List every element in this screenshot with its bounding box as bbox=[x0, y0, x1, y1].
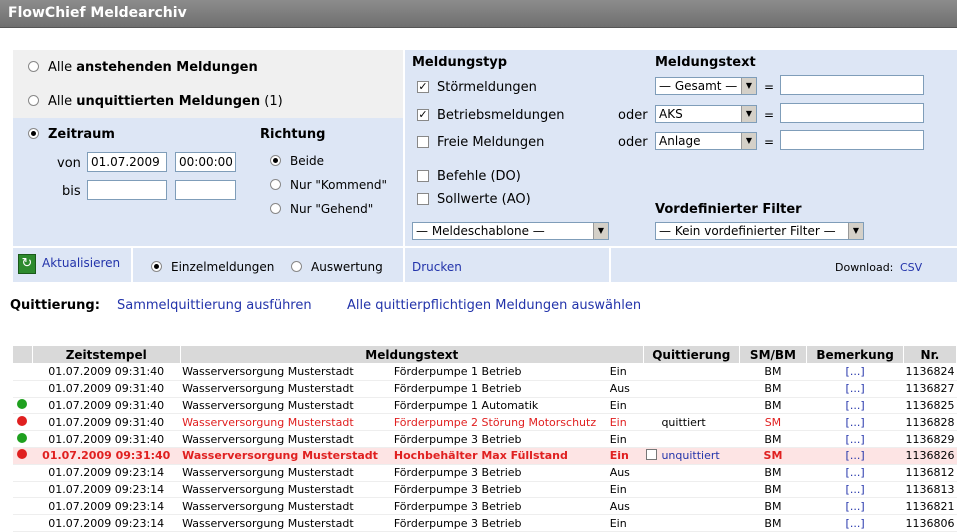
row-nr: 1136826 bbox=[903, 447, 956, 464]
richtung-label: Richtung bbox=[260, 127, 326, 142]
row-state: Aus bbox=[608, 380, 644, 397]
meldungen-table bbox=[12, 345, 957, 532]
befehle-checkbox[interactable] bbox=[417, 170, 429, 182]
row-nr: 1136827 bbox=[903, 380, 956, 397]
row-quittierung bbox=[659, 364, 739, 381]
zeitraum-radio[interactable] bbox=[28, 128, 39, 139]
download-label: Download: bbox=[835, 261, 894, 274]
row-nr: 1136813 bbox=[903, 481, 956, 498]
row-location: Wasserversorgung Musterstadt bbox=[180, 364, 392, 381]
richtung-kommend-label: Nur "Kommend" bbox=[290, 178, 387, 192]
refresh-link[interactable]: Aktualisieren bbox=[42, 256, 121, 270]
opt-anstehende-radio[interactable] bbox=[28, 61, 39, 72]
row-location: Wasserversorgung Musterstadt bbox=[180, 431, 392, 448]
row-nr: 1136821 bbox=[903, 498, 956, 515]
row-type: SM bbox=[739, 414, 807, 431]
richtung-beide-radio[interactable] bbox=[270, 155, 281, 166]
table-row[interactable] bbox=[13, 397, 957, 414]
row-remark-link[interactable]: [...] bbox=[807, 498, 904, 515]
row-nr: 1136828 bbox=[903, 414, 956, 431]
von-date-input[interactable]: 01.07.2009 bbox=[87, 152, 167, 172]
status-dot-icon bbox=[17, 399, 27, 409]
row-nr: 1136829 bbox=[903, 431, 956, 448]
sammelquittierung-link[interactable]: Sammelquittierung ausführen bbox=[117, 298, 312, 313]
row-message: Förderpumpe 3 Betrieb bbox=[392, 498, 608, 515]
stoermeldungen-checkbox[interactable]: ✓ bbox=[418, 80, 428, 93]
row-nr: 1136825 bbox=[903, 397, 956, 414]
row-state: Ein bbox=[608, 414, 644, 431]
freie-meldungen-label: Freie Meldungen bbox=[437, 135, 545, 150]
row-quittierung[interactable]: unquittiert bbox=[659, 447, 739, 464]
row-type: BM bbox=[739, 515, 807, 532]
row-quittierung bbox=[659, 431, 739, 448]
table-row[interactable] bbox=[13, 447, 957, 464]
row-remark-link[interactable]: [...] bbox=[807, 515, 904, 532]
row-state: Aus bbox=[608, 498, 644, 515]
row-message: Förderpumpe 3 Betrieb bbox=[392, 431, 608, 448]
befehle-label: Befehle (DO) bbox=[437, 169, 521, 184]
table-row[interactable] bbox=[13, 431, 957, 448]
opt-unquittierte-label: Alle unquittierten Meldungen (1) bbox=[48, 94, 283, 109]
row-location: Wasserversorgung Musterstadt bbox=[180, 397, 392, 414]
opt-unquittierte-radio[interactable] bbox=[28, 95, 39, 106]
meldungstext-select-2[interactable]: AKS ▼ bbox=[655, 105, 757, 123]
row-type: BM bbox=[739, 464, 807, 481]
oder-label-2: oder bbox=[618, 108, 648, 123]
row-remark-link[interactable]: [...] bbox=[807, 397, 904, 414]
status-dot-icon bbox=[17, 449, 27, 459]
row-time: 01.07.2009 09:23:14 bbox=[32, 481, 180, 498]
chevron-down-icon: ▼ bbox=[741, 106, 756, 122]
row-time: 01.07.2009 09:31:40 bbox=[32, 380, 180, 397]
row-location: Wasserversorgung Musterstadt bbox=[180, 414, 392, 431]
bis-time-input[interactable] bbox=[175, 180, 236, 200]
richtung-beide-label: Beide bbox=[290, 154, 324, 168]
row-state: Ein bbox=[608, 397, 644, 414]
row-type: BM bbox=[739, 397, 807, 414]
sollwerte-checkbox[interactable] bbox=[417, 193, 429, 205]
filter-select[interactable]: — Kein vordefinierter Filter — ▼ bbox=[655, 222, 864, 240]
stoermeldungen-label: Störmeldungen bbox=[437, 80, 537, 95]
table-row[interactable] bbox=[13, 380, 957, 397]
eq-label-2: = bbox=[764, 108, 775, 122]
row-state: Ein bbox=[608, 447, 644, 464]
row-message: Förderpumpe 3 Betrieb bbox=[392, 481, 608, 498]
richtung-gehend-label: Nur "Gehend" bbox=[290, 202, 374, 216]
table-row[interactable] bbox=[13, 364, 957, 381]
table-row[interactable] bbox=[13, 481, 957, 498]
row-remark-link[interactable]: [...] bbox=[807, 481, 904, 498]
row-type: BM bbox=[739, 431, 807, 448]
row-type: BM bbox=[739, 481, 807, 498]
row-quittierung bbox=[659, 397, 739, 414]
table-row[interactable] bbox=[13, 498, 957, 515]
row-nr: 1136806 bbox=[903, 515, 956, 532]
meldungstyp-header: Meldungstyp bbox=[412, 55, 508, 70]
table-row[interactable] bbox=[13, 414, 957, 431]
row-message: Förderpumpe 1 Automatik bbox=[392, 397, 608, 414]
row-remark-link[interactable]: [...] bbox=[807, 431, 904, 448]
row-location: Wasserversorgung Musterstadt bbox=[180, 447, 392, 464]
alle-auswaehlen-link[interactable]: Alle quittierpflichtigen Meldungen auswählen bbox=[347, 298, 642, 313]
row-message: Förderpumpe 1 Betrieb bbox=[392, 364, 608, 381]
chevron-down-icon: ▼ bbox=[848, 223, 863, 239]
row-remark-link[interactable]: [...] bbox=[807, 414, 904, 431]
row-type: BM bbox=[739, 498, 807, 515]
status-dot-icon bbox=[17, 416, 27, 426]
meldungstext-select-3[interactable]: Anlage ▼ bbox=[655, 132, 757, 150]
status-dot-icon bbox=[17, 433, 27, 443]
row-state: Ein bbox=[608, 364, 644, 381]
row-remark-link[interactable]: [...] bbox=[807, 364, 904, 381]
row-time: 01.07.2009 09:23:14 bbox=[32, 515, 180, 532]
meldungstext-input-2[interactable] bbox=[780, 103, 924, 123]
betriebsmeldungen-label: Betriebsmeldungen bbox=[437, 108, 565, 123]
row-quittierung bbox=[659, 464, 739, 481]
meldeschablone-select[interactable]: — Meldeschablone — ▼ bbox=[412, 222, 609, 240]
mode-einzel-radio[interactable] bbox=[151, 261, 162, 272]
zeitraum-label: Zeitraum bbox=[48, 127, 115, 142]
row-type: BM bbox=[739, 380, 807, 397]
row-state: Ein bbox=[608, 481, 644, 498]
row-time: 01.07.2009 09:31:40 bbox=[32, 447, 180, 464]
opt-anstehende-label: Alle anstehenden Meldungen bbox=[48, 60, 258, 75]
meldungstext-input-3[interactable] bbox=[780, 130, 924, 150]
row-state: Ein bbox=[608, 515, 644, 532]
chevron-down-icon: ▼ bbox=[593, 223, 608, 239]
col-smbm[interactable]: SM/BM bbox=[739, 346, 807, 364]
oder-label-3: oder bbox=[618, 135, 648, 150]
row-quittierung bbox=[659, 481, 739, 498]
csv-link[interactable]: CSV bbox=[900, 261, 923, 274]
row-quittierung bbox=[659, 380, 739, 397]
row-location: Wasserversorgung Musterstadt bbox=[180, 498, 392, 515]
bis-label: bis bbox=[62, 184, 81, 199]
row-time: 01.07.2009 09:31:40 bbox=[32, 431, 180, 448]
row-type: BM bbox=[739, 364, 807, 381]
richtung-kommend-radio[interactable] bbox=[270, 179, 281, 190]
row-location: Wasserversorgung Musterstadt bbox=[180, 464, 392, 481]
col-quittierung[interactable]: Quittierung bbox=[643, 346, 739, 364]
sollwerte-label: Sollwerte (AO) bbox=[437, 192, 531, 207]
row-message: Förderpumpe 1 Betrieb bbox=[392, 380, 608, 397]
meldungstext-select-1[interactable]: — Gesamt — ▼ bbox=[655, 77, 757, 95]
betriebsmeldungen-checkbox[interactable]: ✓ bbox=[418, 108, 428, 121]
row-remark-link[interactable]: [...] bbox=[807, 380, 904, 397]
table-header bbox=[13, 346, 957, 364]
row-time: 01.07.2009 09:31:40 bbox=[32, 414, 180, 431]
col-meldungstext[interactable]: Meldungstext bbox=[180, 346, 643, 364]
drucken-link[interactable]: Drucken bbox=[412, 260, 462, 274]
row-remark-link[interactable]: [...] bbox=[807, 447, 904, 464]
col-nr[interactable]: Nr. bbox=[903, 346, 956, 364]
row-message: Förderpumpe 3 Betrieb bbox=[392, 464, 608, 481]
col-zeitstempel[interactable]: Zeitstempel bbox=[32, 346, 180, 364]
quittierung-label: Quittierung: bbox=[10, 298, 100, 313]
row-state: Ein bbox=[608, 431, 644, 448]
mode-auswertung-label: Auswertung bbox=[311, 260, 383, 274]
chevron-down-icon: ▼ bbox=[741, 133, 756, 149]
row-time: 01.07.2009 09:31:40 bbox=[32, 364, 180, 381]
table-row[interactable] bbox=[13, 464, 957, 481]
chevron-down-icon: ▼ bbox=[741, 78, 756, 94]
row-nr: 1136824 bbox=[903, 364, 956, 381]
row-remark-link[interactable]: [...] bbox=[807, 464, 904, 481]
row-state: Aus bbox=[608, 464, 644, 481]
von-time-input[interactable]: 00:00:00 bbox=[175, 152, 236, 172]
eq-label-3: = bbox=[764, 135, 775, 149]
refresh-icon[interactable]: ↻ bbox=[18, 254, 36, 274]
row-time: 01.07.2009 09:23:14 bbox=[32, 498, 180, 515]
richtung-gehend-radio[interactable] bbox=[270, 203, 281, 214]
row-time: 01.07.2009 09:23:14 bbox=[32, 464, 180, 481]
row-location: Wasserversorgung Musterstadt bbox=[180, 515, 392, 532]
meldungstext-input-1[interactable] bbox=[780, 75, 924, 95]
freie-meldungen-checkbox[interactable] bbox=[417, 136, 429, 148]
app-title: FlowChief Meldearchiv bbox=[0, 0, 957, 28]
row-type: SM bbox=[739, 447, 807, 464]
bis-date-input[interactable] bbox=[87, 180, 167, 200]
mode-auswertung-radio[interactable] bbox=[291, 261, 302, 272]
row-message: Förderpumpe 3 Betrieb bbox=[392, 515, 608, 532]
row-nr: 1136812 bbox=[903, 464, 956, 481]
von-label: von bbox=[57, 156, 81, 171]
row-message: Förderpumpe 2 Störung Motorschutz bbox=[392, 414, 608, 431]
meldungstext-header: Meldungstext bbox=[655, 55, 756, 70]
row-location: Wasserversorgung Musterstadt bbox=[180, 380, 392, 397]
ack-checkbox[interactable] bbox=[646, 449, 657, 460]
row-message: Hochbehälter Max Füllstand bbox=[392, 447, 608, 464]
row-quittierung: quittiert bbox=[659, 414, 739, 431]
col-bemerkung[interactable]: Bemerkung bbox=[807, 346, 904, 364]
row-time: 01.07.2009 09:31:40 bbox=[32, 397, 180, 414]
eq-label-1: = bbox=[764, 80, 775, 94]
row-quittierung bbox=[659, 498, 739, 515]
mode-einzel-label: Einzelmeldungen bbox=[171, 260, 275, 274]
row-location: Wasserversorgung Musterstadt bbox=[180, 481, 392, 498]
filter-header: Vordefinierter Filter bbox=[655, 202, 802, 217]
